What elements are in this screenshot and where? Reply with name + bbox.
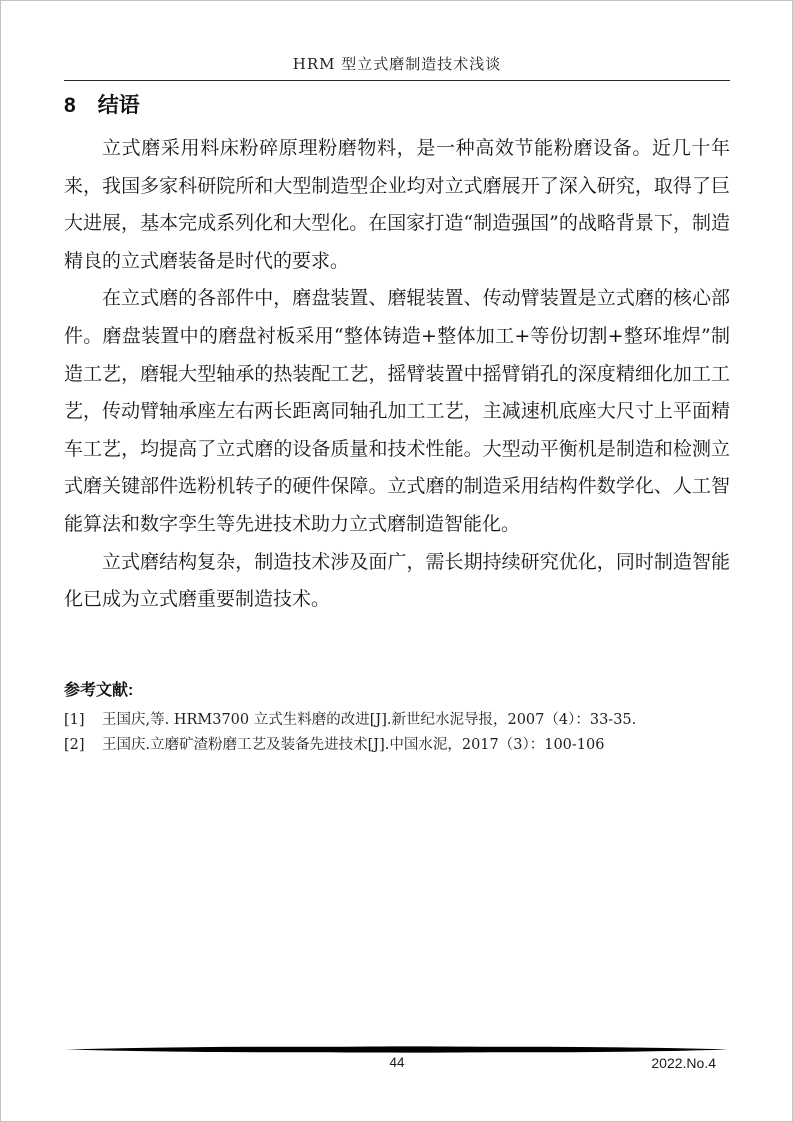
issue-label: 2022.No.4 [651, 1055, 716, 1071]
reference-item [64, 708, 730, 733]
footer-row [64, 1055, 730, 1077]
running-header-title: HRM 型立式磨制造技术浅谈 [292, 55, 502, 73]
page-content [64, 1, 730, 758]
reference-text: 王国庆,等. HRM3700 立式生料磨的改进[J].新世纪水泥导报，2007（4）：33-35. [102, 711, 637, 728]
references-section [64, 677, 730, 758]
paragraph-1: 立式磨采用料床粉碎原理粉磨物料，是一种高效节能粉磨设备。近几十年来，我国多家科研院所和大型制造型企业均对立式磨展开了深入研究，取得了巨大进展，基本完成系列化和大型化。在国家打造“制造强国”的战略背景下，制造精良的立式磨装备是时代的要求。 [64, 137, 730, 272]
section-title: 结语 [97, 94, 140, 117]
paragraph-2: 在立式磨的各部件中，磨盘装置、磨辊装置、传动臂装置是立式磨的核心部件。磨盘装置中的磨盘衬板采用“整体铸造+整体加工+等份切割+整环堆焊”制造工艺，磨辊大型轴承的热装配工艺，摇臂装置中摇臂销孔的深度精细化加工工艺，传动臂轴承座左右两长距离同轴孔加工工艺，主减速机底座大尺寸上平面精车工艺，均提高了立式磨的设备质量和技术性能。大型动平衡机是制造和检测立式磨关键部件选粉机转子的硬件保障。立式磨的制造采用结构件数学化、人工智能算法和数字孪生等先进技术助力立式磨制造智能化。 [64, 287, 730, 535]
section-heading [64, 89, 730, 119]
paragraph-3: 立式磨结构复杂，制造技术涉及面广，需长期持续研究优化，同时制造智能化已成为立式磨重要制造技术。 [64, 550, 730, 611]
page-number: 44 [389, 1055, 405, 1070]
page-footer [64, 1045, 730, 1077]
reference-item [64, 733, 730, 758]
header-rule [64, 80, 730, 81]
section-number: 8 [64, 94, 76, 117]
reference-label: [2] [64, 736, 85, 753]
reference-label: [1] [64, 711, 85, 728]
references-title: 参考文献: [64, 681, 134, 699]
footer-rule [64, 1045, 730, 1054]
body-text [64, 130, 730, 619]
reference-text: 王国庆.立磨矿渣粉磨工艺及装备先进技术[J].中国水泥，2017（3）：100-106 [102, 736, 605, 753]
